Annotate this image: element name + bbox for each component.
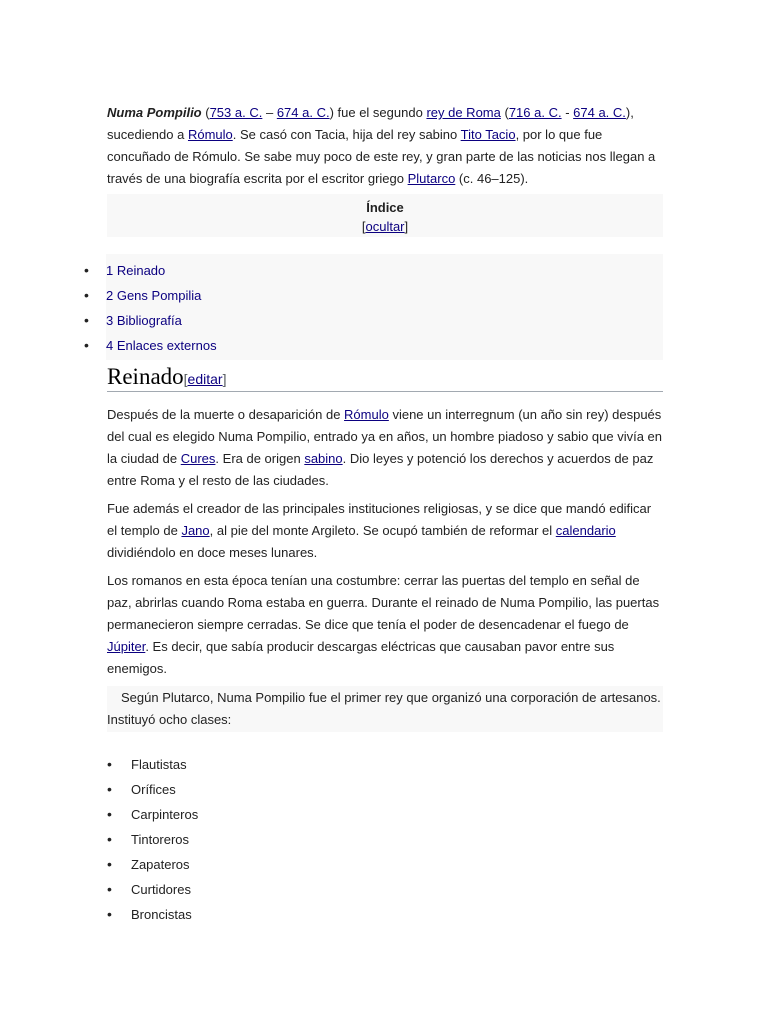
cures-link[interactable]: Cures	[180, 451, 216, 466]
list-item: • Orífices	[107, 777, 663, 802]
paragraph-artisans: Según Plutarco, Numa Pompilio fue el primer rey que organizó una corporación de artesanos. Instituyó ocho clases:	[107, 686, 663, 732]
toc-hide-link[interactable]: ocultar	[365, 219, 405, 234]
reign-end-link[interactable]: 674 a. C.	[573, 105, 626, 120]
toc-header	[107, 194, 663, 237]
article-subject: Numa Pompilio	[107, 105, 202, 120]
toc-toggle: [ocultar]	[361, 219, 409, 234]
section-edit: [editar]	[183, 371, 227, 387]
plutarco-link[interactable]: Plutarco	[407, 171, 456, 186]
toc-item-reinado[interactable]	[106, 258, 663, 283]
toc-list	[106, 254, 663, 360]
paragraph-interregnum: Después de la muerte o desaparición de Rómulo viene un interregnum (un año sin rey) después del cual es elegido Numa Pompilio, entrado ya en años, un hombre piadoso y sabio que vivía en la ciudad de Cures. Era de origen sabino. Dio leyes y potenció los derechos y acuerdos de paz entre Roma y el resto de las ciudades.	[107, 407, 663, 488]
list-item: • Flautistas	[107, 752, 663, 777]
list-item: • Broncistas	[107, 902, 663, 927]
intro-paragraph: Numa Pompilio (753 a. C. – 674 a. C.) fue el segundo rey de Roma (716 a. C. - 674 a. C.), sucediendo a Rómulo. Se casó con Tacia, hija del rey sabino Tito Tacio, por lo que fue concuñado de Rómulo. Se sabe muy poco de este rey, y gran parte de las noticias nos llegan a través de una biografía escrita por el escritor griego Plutarco (c. 46–125).	[107, 105, 656, 186]
jupiter-link[interactable]: Júpiter	[107, 639, 146, 654]
article-content	[106, 102, 663, 922]
section-title: Reinado	[107, 364, 184, 389]
edit-section-link[interactable]: editar	[187, 371, 223, 387]
list-item: • Curtidores	[107, 877, 663, 902]
birth-year-link[interactable]: 753 a. C.	[209, 105, 263, 120]
sabino-link[interactable]: sabino	[304, 451, 343, 466]
death-year-link[interactable]: 674 a. C.	[276, 105, 330, 120]
tito-tacio-link[interactable]: Tito Tacio	[460, 127, 516, 142]
rey-de-roma-link[interactable]: rey de Roma	[426, 105, 501, 120]
section-body	[107, 404, 663, 927]
section-heading-reinado	[107, 364, 663, 392]
paragraph-temple-doors: Los romanos en esta época tenían una costumbre: cerrar las puertas del templo en señal de paz, abrirlas cuando Roma estaba en guerra. Durante el reinado de Numa Pompilio, las puertas permanecieron siempre cerradas. Se dice que tenía el poder de desencadenar el fuego de Júpiter. Es decir, que sabía producir descargas eléctricas que causaban pavor entre sus enemigos.	[107, 573, 660, 676]
toc-item-enlaces-externos[interactable]	[106, 333, 663, 358]
list-item: • Tintoreros	[107, 827, 663, 852]
toc-link[interactable]: 1 Reinado	[106, 263, 166, 278]
toc-link[interactable]: 4 Enlaces externos	[106, 338, 217, 353]
reign-start-link[interactable]: 716 a. C.	[508, 105, 562, 120]
artisan-list	[107, 752, 663, 927]
toc-item-gens-pompilia[interactable]	[106, 283, 663, 308]
list-item: • Carpinteros	[107, 802, 663, 827]
romulo-link[interactable]: Rómulo	[344, 407, 389, 422]
toc-link[interactable]: 3 Bibliografía	[106, 313, 182, 328]
jano-link[interactable]: Jano	[181, 523, 210, 538]
romulo-link[interactable]: Rómulo	[187, 127, 233, 142]
toc-link[interactable]: 2 Gens Pompilia	[106, 288, 202, 303]
toc-title: Índice	[366, 200, 404, 215]
toc-item-bibliografia[interactable]	[106, 308, 663, 333]
list-item: • Zapateros	[107, 852, 663, 877]
paragraph-religion: Fue además el creador de las principales instituciones religiosas, y se dice que mandó edificar el templo de Jano, al pie del monte Argileto. Se ocupó también de reformar el calendario dividiéndolo en doce meses lunares.	[107, 501, 652, 560]
calendario-link[interactable]: calendario	[555, 523, 616, 538]
